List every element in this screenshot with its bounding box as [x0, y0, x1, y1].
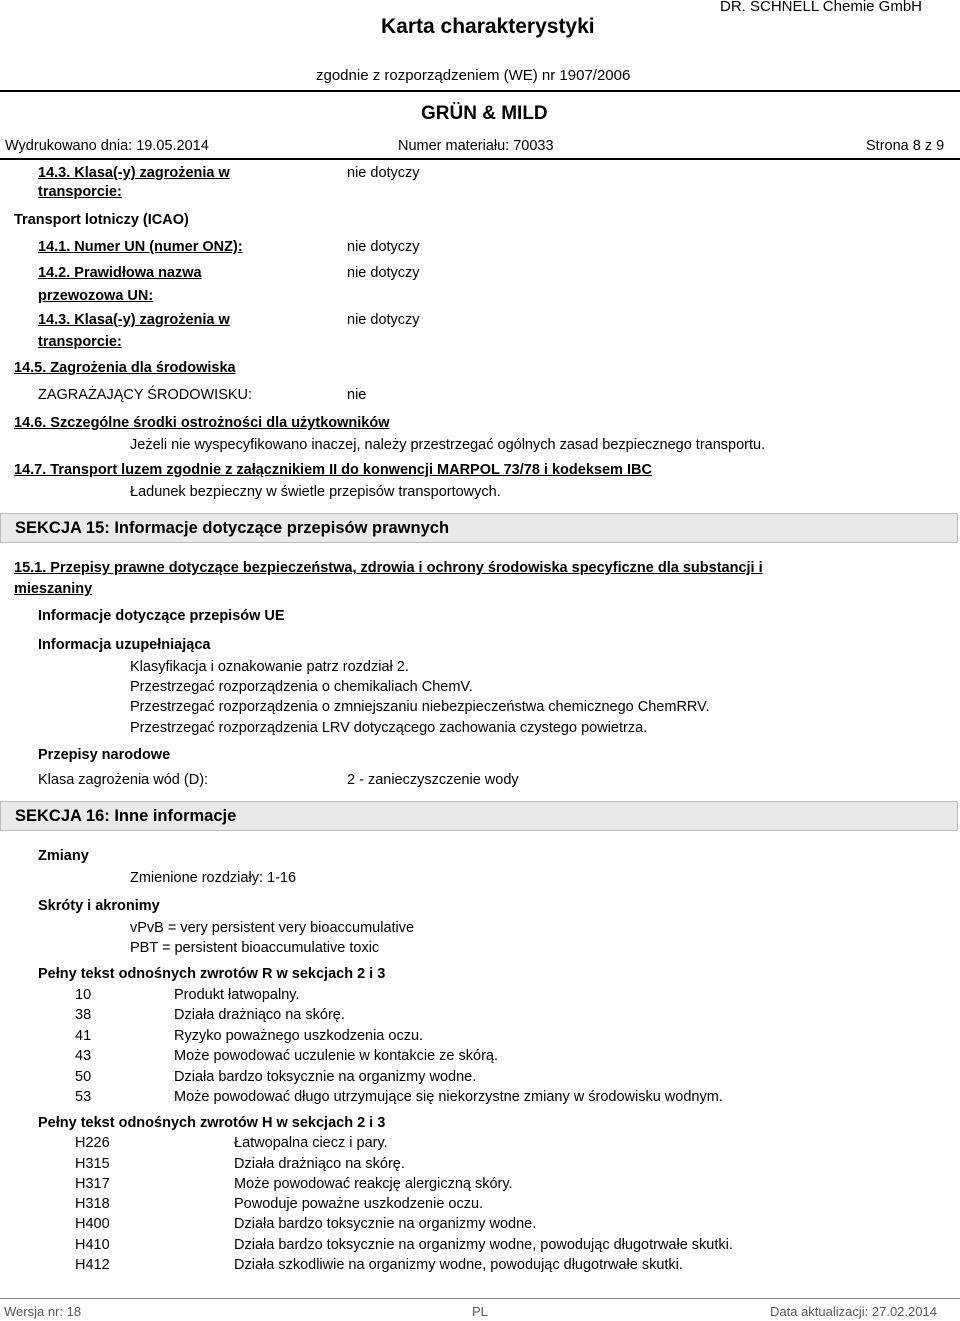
changes-text: Zmienione rozdziały: 1-16 — [130, 870, 297, 886]
shipping-name-value: nie dotyczy — [347, 265, 420, 281]
r-phrase-code: 10 — [75, 987, 92, 1003]
r-phrase-code: 41 — [75, 1028, 92, 1044]
h-phrase-text: Działa bardzo toksycznie na organizmy wodne. — [234, 1216, 537, 1232]
r-phrase-text: Działa bardzo toksycznie na organizmy wodne. — [174, 1069, 477, 1085]
transport-class-value-air: nie dotyczy — [347, 312, 420, 328]
h-phrase-code: H317 — [75, 1176, 110, 1192]
eu-regulations-label: Informacje dotyczące przepisów UE — [38, 608, 285, 624]
r-phrase-text: Może powodować uczulenie w kontakcie ze skórą. — [174, 1048, 498, 1064]
env-hazard-sub-value: nie — [347, 387, 367, 403]
r-phrase-code: 53 — [75, 1089, 92, 1105]
supp-line: Przestrzegać rozporządzenia o zmniejszaniu niebezpieczeństwa chemicznego ChemRRV. — [130, 699, 710, 715]
bulk-transport-text: Ładunek bezpieczny w świetle przepisów transportowych. — [130, 484, 501, 500]
header-divider — [0, 90, 960, 92]
h-phrase-code: H412 — [75, 1257, 110, 1273]
h-phrase-code: H400 — [75, 1216, 110, 1232]
h-phrase-text: Może powodować reakcję alergiczną skóry. — [234, 1176, 513, 1192]
h-phrase-text: Działa drażniąco na skórę. — [234, 1156, 405, 1172]
transport-class-value: nie dotyczy — [347, 165, 420, 181]
update-date: Data aktualizacji: 27.02.2014 — [770, 1304, 937, 1319]
air-transport-title: Transport lotniczy (ICAO) — [14, 212, 189, 228]
r-phrases-title: Pełny tekst odnośnych zwrotów R w sekcjach 2 i 3 — [38, 966, 386, 982]
national-regulations-label: Przepisy narodowe — [38, 747, 171, 763]
page-number: Strona 8 z 9 — [866, 138, 945, 154]
un-number-label: 14.1. Numer UN (numer ONZ): — [38, 239, 243, 255]
version-number: Wersja nr: 18 — [4, 1304, 82, 1319]
section-15-1-title-2: mieszaniny — [14, 581, 93, 597]
supp-line: Klasyfikacja i oznakowanie patrz rozdział 2. — [130, 659, 409, 675]
section-15-header — [0, 513, 958, 543]
abbreviation-line: vPvB = very persistent very bioaccumulative — [130, 920, 415, 936]
shipping-name-label: 14.2. Prawidłowa nazwa — [38, 265, 202, 281]
regulation-reference: zgodnie z rozporządzeniem (WE) nr 1907/2006 — [316, 67, 631, 84]
un-number-value: nie dotyczy — [347, 239, 420, 255]
r-phrase-text: Działa drażniąco na skórę. — [174, 1007, 345, 1023]
water-hazard-label: Klasa zagrożenia wód (D): — [38, 772, 209, 788]
bulk-transport-title: 14.7. Transport luzem zgodnie z załącznikiem II do konwencji MARPOL 73/78 i kodeksem IBC — [14, 462, 652, 478]
r-phrase-code: 43 — [75, 1048, 92, 1064]
footer-divider — [0, 1298, 960, 1299]
r-phrase-code: 50 — [75, 1069, 92, 1085]
h-phrase-code: H410 — [75, 1237, 110, 1253]
r-phrase-text: Może powodować długo utrzymujące się niekorzystne zmiany w środowisku wodnym. — [174, 1089, 723, 1105]
r-phrase-code: 38 — [75, 1007, 92, 1023]
r-phrase-text: Produkt łatwopalny. — [174, 987, 300, 1003]
h-phrases-title: Pełny tekst odnośnych zwrotów H w sekcjach 2 i 3 — [38, 1115, 386, 1131]
material-number: Numer materiału: 70033 — [398, 138, 554, 154]
section-15-title: SEKCJA 15: Informacje dotyczące przepisów prawnych — [15, 519, 450, 537]
special-precautions-title: 14.6. Szczególne środki ostrożności dla użytkowników — [14, 415, 390, 431]
r-phrase-text: Ryzyko poważnego uszkodzenia oczu. — [174, 1028, 424, 1044]
language-code: PL — [472, 1304, 488, 1319]
h-phrase-text: Powoduje poważne uszkodzenie oczu. — [234, 1196, 484, 1212]
h-phrase-code: H315 — [75, 1156, 110, 1172]
transport-class-label: 14.3. Klasa(-y) zagrożenia w — [38, 165, 230, 181]
supplementary-info-label: Informacja uzupełniająca — [38, 637, 211, 653]
changes-label: Zmiany — [38, 848, 89, 864]
section-16-header — [0, 801, 958, 831]
transport-class-label-air-2: transporcie: — [38, 334, 122, 350]
product-name: GRÜN & MILD — [421, 103, 548, 124]
h-phrase-text: Łatwopalna ciecz i pary. — [234, 1135, 388, 1151]
abbreviation-line: PBT = persistent bioaccumulative toxic — [130, 940, 380, 956]
section-15-1-title: 15.1. Przepisy prawne dotyczące bezpieczeństwa, zdrowia i ochrony środowiska specyficzne dla substancji i — [14, 560, 763, 576]
supp-line: Przestrzegać rozporządzenia LRV dotyczącego zachowania czystego powietrza. — [130, 720, 648, 736]
section-16-title: SEKCJA 16: Inne informacje — [15, 807, 237, 825]
document-title: Karta charakterystyki — [381, 15, 595, 38]
company-name: DR. SCHNELL Chemie GmbH — [720, 0, 922, 15]
env-hazard-sub-label: ZAGRAŻAJĄCY ŚRODOWISKU: — [38, 387, 253, 403]
special-precautions-text: Jeżeli nie wyspecyfikowano inaczej, należy przestrzegać ogólnych zasad bezpiecznego transportu. — [130, 437, 766, 453]
supp-line: Przestrzegać rozporządzenia o chemikaliach ChemV. — [130, 679, 473, 695]
water-hazard-value: 2 - zanieczyszczenie wody — [347, 772, 519, 788]
h-phrase-code: H318 — [75, 1196, 110, 1212]
env-hazards-label: 14.5. Zagrożenia dla środowiska — [14, 360, 236, 376]
print-date: Wydrukowano dnia: 19.05.2014 — [5, 138, 209, 154]
shipping-name-label-2: przewozowa UN: — [38, 288, 154, 304]
h-phrase-code: H226 — [75, 1135, 110, 1151]
h-phrase-text: Działa szkodliwie na organizmy wodne, powodując długotrwałe skutki. — [234, 1257, 683, 1273]
abbreviations-label: Skróty i akronimy — [38, 898, 160, 914]
h-phrase-text: Działa bardzo toksycznie na organizmy wodne, powodując długotrwałe skutki. — [234, 1237, 733, 1253]
transport-class-label-2: transporcie: — [38, 184, 122, 200]
header-divider-bottom — [0, 158, 960, 160]
transport-class-label-air: 14.3. Klasa(-y) zagrożenia w — [38, 312, 230, 328]
